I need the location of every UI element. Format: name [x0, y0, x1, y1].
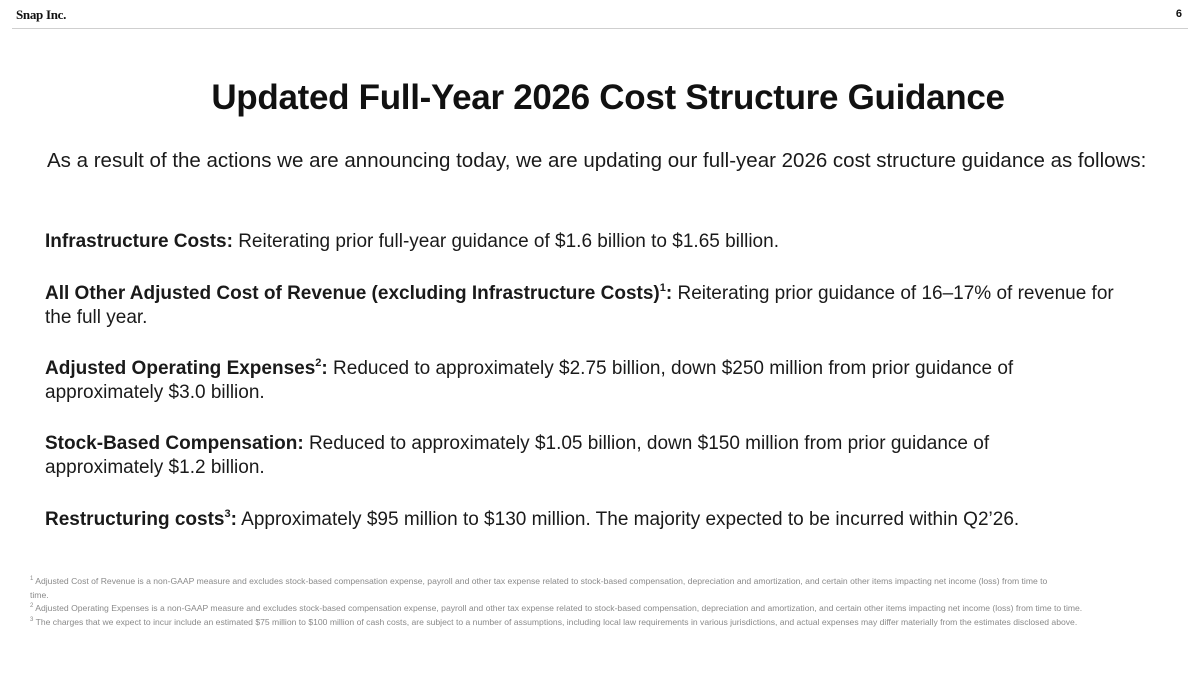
guidance-item-label: Adjusted Operating Expenses	[45, 358, 316, 379]
guidance-item-other-cost-of-revenue: All Other Adjusted Cost of Revenue (excluding Infrastructure Costs)$^1$: Reiterating prior guidance of 16–17% of revenue for the full year.	[45, 281, 1114, 328]
slide-header	[0, 0, 1200, 30]
footnote-marker: 1	[659, 281, 666, 294]
footnote-marker: 3	[224, 507, 231, 520]
footnote-text: Adjusted Cost of Revenue is a non-GAAP measure and excludes stock-based compensation expense, payroll and other tax expense related to stock-based compensation, depreciation and amortization, and certain other items impacting net income (loss) from time to time.	[30, 576, 1048, 600]
guidance-item-text: Reiterating prior guidance of 16–17% of revenue for the full year.	[45, 283, 1114, 328]
guidance-item-infrastructure-costs	[45, 230, 1145, 254]
footnotes	[30, 575, 1170, 629]
footnote-text: Adjusted Operating Expenses is a non-GAAP measure and excludes stock-based compensation expense, payroll and other tax expense related to stock-based compensation, depreciation and amortization, and certain other items impacting net income (loss) from time to time.	[35, 603, 1083, 613]
guidance-item-label: Infrastructure Costs:	[45, 231, 233, 252]
page-number: 6	[1175, 8, 1182, 20]
footnote-number: 3	[30, 616, 34, 623]
guidance-item-text: Reduced to approximately $2.75 billion, down $250 million from prior guidance of approximately $3.0 billion.	[45, 358, 1014, 403]
snap-logo: Snap Inc.	[16, 7, 67, 22]
guidance-item-label: Stock-Based Compensation:	[45, 433, 304, 454]
footnote-2	[30, 602, 1170, 616]
footnote-text: The charges that we expect to incur include an estimated $75 million to $100 million of cash costs, are subject to a number of assumptions, including local law requirements in various jurisdictions, and actual expenses may differ materially from the estimates disclosed above.	[35, 616, 1078, 627]
footnote-number: 2	[30, 603, 34, 610]
header-divider	[12, 28, 1188, 29]
guidance-item-stock-based-compensation	[45, 432, 1045, 480]
intro-paragraph: As a result of the actions we are announcing today, we are updating our full-year 2026 cost structure guidance as follows:	[47, 149, 1147, 172]
footnote-number: 1	[30, 576, 34, 583]
guidance-item-operating-expenses: Adjusted Operating Expenses$^2$: Reduced to approximately $2.75 billion, down $250 million from prior guidance of approximately $3.0 billion.	[45, 356, 1014, 403]
footnote-marker: 2	[315, 356, 322, 369]
footnote-3	[30, 616, 1170, 630]
slide-title: Updated Full-Year 2026 Cost Structure Guidance	[211, 78, 1005, 117]
guidance-item-text: Reduced to approximately $1.05 billion, down $150 million from prior guidance of approximately $1.2 billion.	[45, 433, 990, 478]
footnote-1	[30, 575, 1060, 602]
guidance-item-text: Reiterating prior full-year guidance of $1.6 billion to $1.65 billion.	[238, 231, 779, 252]
guidance-item-text: Approximately $95 million to $130 million. The majority expected to be incurred within Q2’26.	[241, 509, 1020, 530]
guidance-item-label: Restructuring costs	[45, 509, 225, 530]
guidance-item-label: All Other Adjusted Cost of Revenue (excluding Infrastructure Costs)	[45, 283, 660, 304]
guidance-item-restructuring-costs: Restructuring costs$^3$: Approximately $95 million to $130 million. The majority expected to be incurred within Q2’26.	[45, 507, 1020, 530]
